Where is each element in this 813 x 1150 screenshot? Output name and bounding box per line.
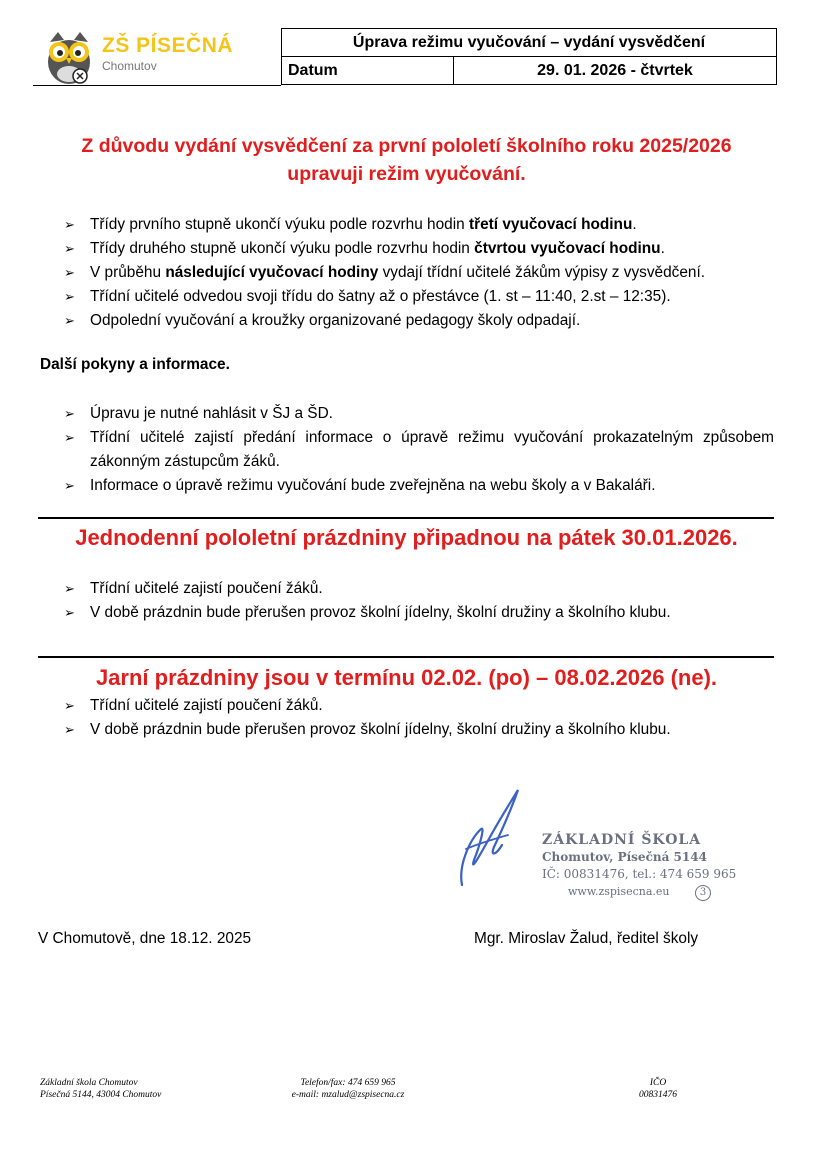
arrow-bullet-icon: ➢ xyxy=(64,478,75,493)
signer: Mgr. Miroslav Žalud, ředitel školy xyxy=(474,930,699,947)
arrow-bullet-icon: ➢ xyxy=(64,581,75,596)
list-item: ➢ Třídní učitelé zajistí poučení žáků. xyxy=(64,577,784,601)
schedule-list xyxy=(64,213,784,333)
spring-holiday-list xyxy=(64,694,784,742)
logo-title: ZŠ PÍSEČNÁ xyxy=(102,34,234,57)
semester-holiday-list xyxy=(64,577,784,625)
arrow-bullet-icon: ➢ xyxy=(64,406,75,421)
intro-line-1: Z důvodu vydání vysvědčení za první pololetí školního roku 2025/2026 xyxy=(81,135,732,157)
semester-holiday-heading: Jednodenní pololetní prázdniny připadnou na pátek 30.01.2026. xyxy=(75,525,738,550)
section-divider xyxy=(38,517,774,519)
arrow-bullet-icon: ➢ xyxy=(64,265,75,280)
arrow-bullet-icon: ➢ xyxy=(64,313,75,328)
list-item: ➢ Odpolední vyučování a kroužky organizované pedagogy školy odpadají. xyxy=(64,309,784,333)
school-stamp xyxy=(450,785,750,905)
list-item: ➢ V době prázdnin bude přerušen provoz školní jídelny, školní družiny a školního klubu. xyxy=(64,718,784,742)
arrow-bullet-icon: ➢ xyxy=(64,698,75,713)
footer-address: Základní škola Chomutov Písečná 5144, 43004 Chomutov xyxy=(40,1078,162,1100)
footer-ico: IČO 00831476 xyxy=(639,1078,677,1100)
stamp-number-icon: 3 xyxy=(695,885,711,901)
signature-icon xyxy=(450,785,540,900)
document-title: Úprava režimu vyučování – vydání vysvědčení xyxy=(282,29,777,57)
arrow-bullet-icon: ➢ xyxy=(64,430,75,445)
date-value: 29. 01. 2026 - čtvrtek xyxy=(454,57,777,85)
list-item: ➢ Třídní učitelé odvedou svoji třídu do šatny až o přestávce (1. st – 11:40, 2.st – 12:35). xyxy=(64,285,784,309)
list-item: ➢ V průběhu následující vyučovací hodiny vydají třídní učitelé žákům výpisy z vysvědčení. xyxy=(64,261,784,285)
list-item: ➢ Třídní učitelé zajistí poučení žáků. xyxy=(64,694,784,718)
section-divider xyxy=(38,656,774,658)
date-label: Datum xyxy=(282,57,454,85)
further-info-heading: Další pokyny a informace. xyxy=(40,356,230,373)
list-item: ➢ Třídy druhého stupně ukončí výuku podle rozvrhu hodin čtvrtou vyučovací hodinu. xyxy=(64,237,784,261)
intro-heading xyxy=(30,132,783,188)
owl-logo-icon xyxy=(40,28,98,86)
list-item: ➢ Třídní učitelé zajistí předání informace o úpravě režimu vyučování prokazatelným způsobem zákonným zástupcům žáků. xyxy=(64,426,774,474)
header-table xyxy=(281,28,777,85)
school-logo xyxy=(40,28,240,88)
arrow-bullet-icon: ➢ xyxy=(64,217,75,232)
intro-line-2: upravuji režim vyučování. xyxy=(287,163,526,185)
place-date: V Chomutově, dne 18.12. 2025 xyxy=(38,930,252,947)
arrow-bullet-icon: ➢ xyxy=(64,241,75,256)
list-item: ➢ Třídy prvního stupně ukončí výuku podle rozvrhu hodin třetí vyučovací hodinu. xyxy=(64,213,784,237)
list-item: ➢ V době prázdnin bude přerušen provoz školní jídelny, školní družiny a školního klubu. xyxy=(64,601,784,625)
arrow-bullet-icon: ➢ xyxy=(64,722,75,737)
arrow-bullet-icon: ➢ xyxy=(64,289,75,304)
logo-subtitle: Chomutov xyxy=(102,59,157,73)
arrow-bullet-icon: ➢ xyxy=(64,605,75,620)
info-list xyxy=(64,402,774,498)
stamp-text: ZÁKLADNÍ ŠKOLA Chomutov, Písečná 5144 IČ: 00831476, tel.: 474 659 965 www.zspisecna.eu 3 xyxy=(542,832,736,901)
list-item: ➢ Informace o úpravě režimu vyučování bude zveřejněna na webu školy a v Bakaláři. xyxy=(64,474,774,498)
header-rule xyxy=(33,85,281,86)
footer-contact: Telefon/fax: 474 659 965 e-mail: mzalud@zspisecna.cz xyxy=(291,1078,405,1100)
spring-holiday-heading: Jarní prázdniny jsou v termínu 02.02. (po) – 08.02.2026 (ne). xyxy=(95,665,718,690)
list-item: ➢ Úpravu je nutné nahlásit v ŠJ a ŠD. xyxy=(64,402,774,426)
